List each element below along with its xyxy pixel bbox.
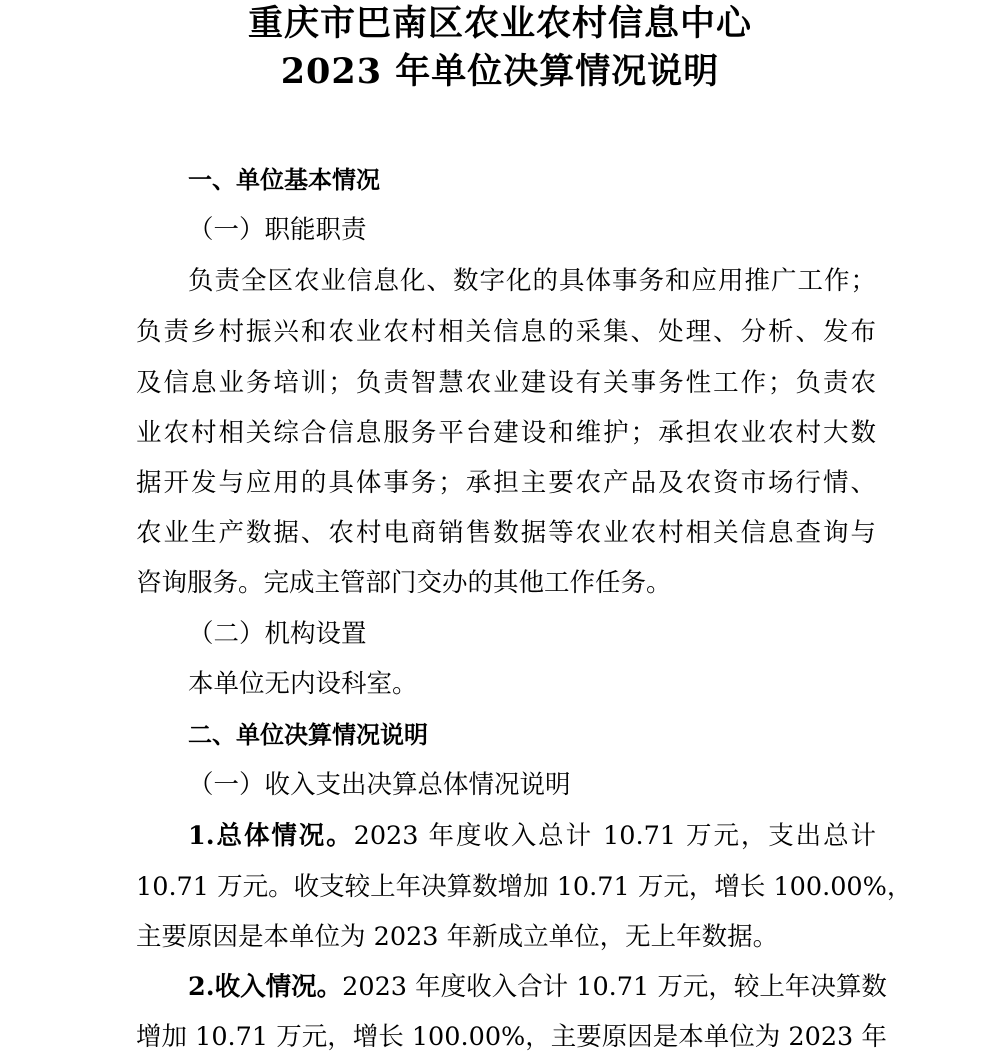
income-line2: 增加 10.71 万元，增长 100.00%，主要原因是本单位为 2023 年: [136, 1022, 887, 1052]
duties-line: 及信息业务培训；负责智慧农业建设有关事务性工作；负责农: [136, 368, 876, 398]
overall-label: 1.总体情况。: [188, 821, 354, 851]
duties-line: 据开发与应用的具体事务；承担主要农产品及农资市场行情、: [136, 468, 876, 498]
section1-sub2-heading: （二）机构设置: [188, 619, 367, 649]
section1-heading: 一、单位基本情况: [188, 166, 380, 194]
overall-line3: 主要原因是本单位为 2023 年新成立单位，无上年数据。: [136, 922, 779, 952]
section2-heading: 二、单位决算情况说明: [188, 721, 428, 749]
overall-line2: 10.71 万元。收支较上年决算数增加 10.71 万元，增长 100.00%，: [136, 872, 913, 902]
doc-title-line2: 2023 年单位决算情况说明: [280, 51, 720, 92]
org-text: 本单位无内设科室。: [188, 669, 418, 699]
section1-sub1-heading: （一）职能职责: [188, 215, 367, 245]
duties-line: 负责全区农业信息化、数字化的具体事务和应用推广工作；: [188, 266, 876, 296]
duties-line: 咨询服务。完成主管部门交办的其他工作任务。: [136, 568, 672, 598]
overall-paragraph-line1: [188, 819, 876, 853]
doc-title-line1: 重庆市巴南区农业农村信息中心: [247, 3, 752, 44]
section2-sub1-heading: （一）收入支出决算总体情况说明: [188, 770, 571, 800]
duties-line: 业农村相关综合信息服务平台建设和维护；承担农业农村大数: [136, 418, 876, 448]
duties-line: 负责乡村振兴和农业农村相关信息的采集、处理、分析、发布: [136, 317, 876, 347]
income-label: 2.收入情况。: [188, 972, 343, 1002]
income-line1-text: 2023 年度收入合计 10.71 万元，较上年决算数: [342, 972, 887, 1002]
overall-line1-text: 2023 年度收入总计 10.71 万元，支出总计: [353, 821, 877, 851]
income-paragraph-line1: [188, 970, 887, 1004]
duties-line: 农业生产数据、农村电商销售数据等农业农村相关信息查询与: [136, 518, 876, 548]
